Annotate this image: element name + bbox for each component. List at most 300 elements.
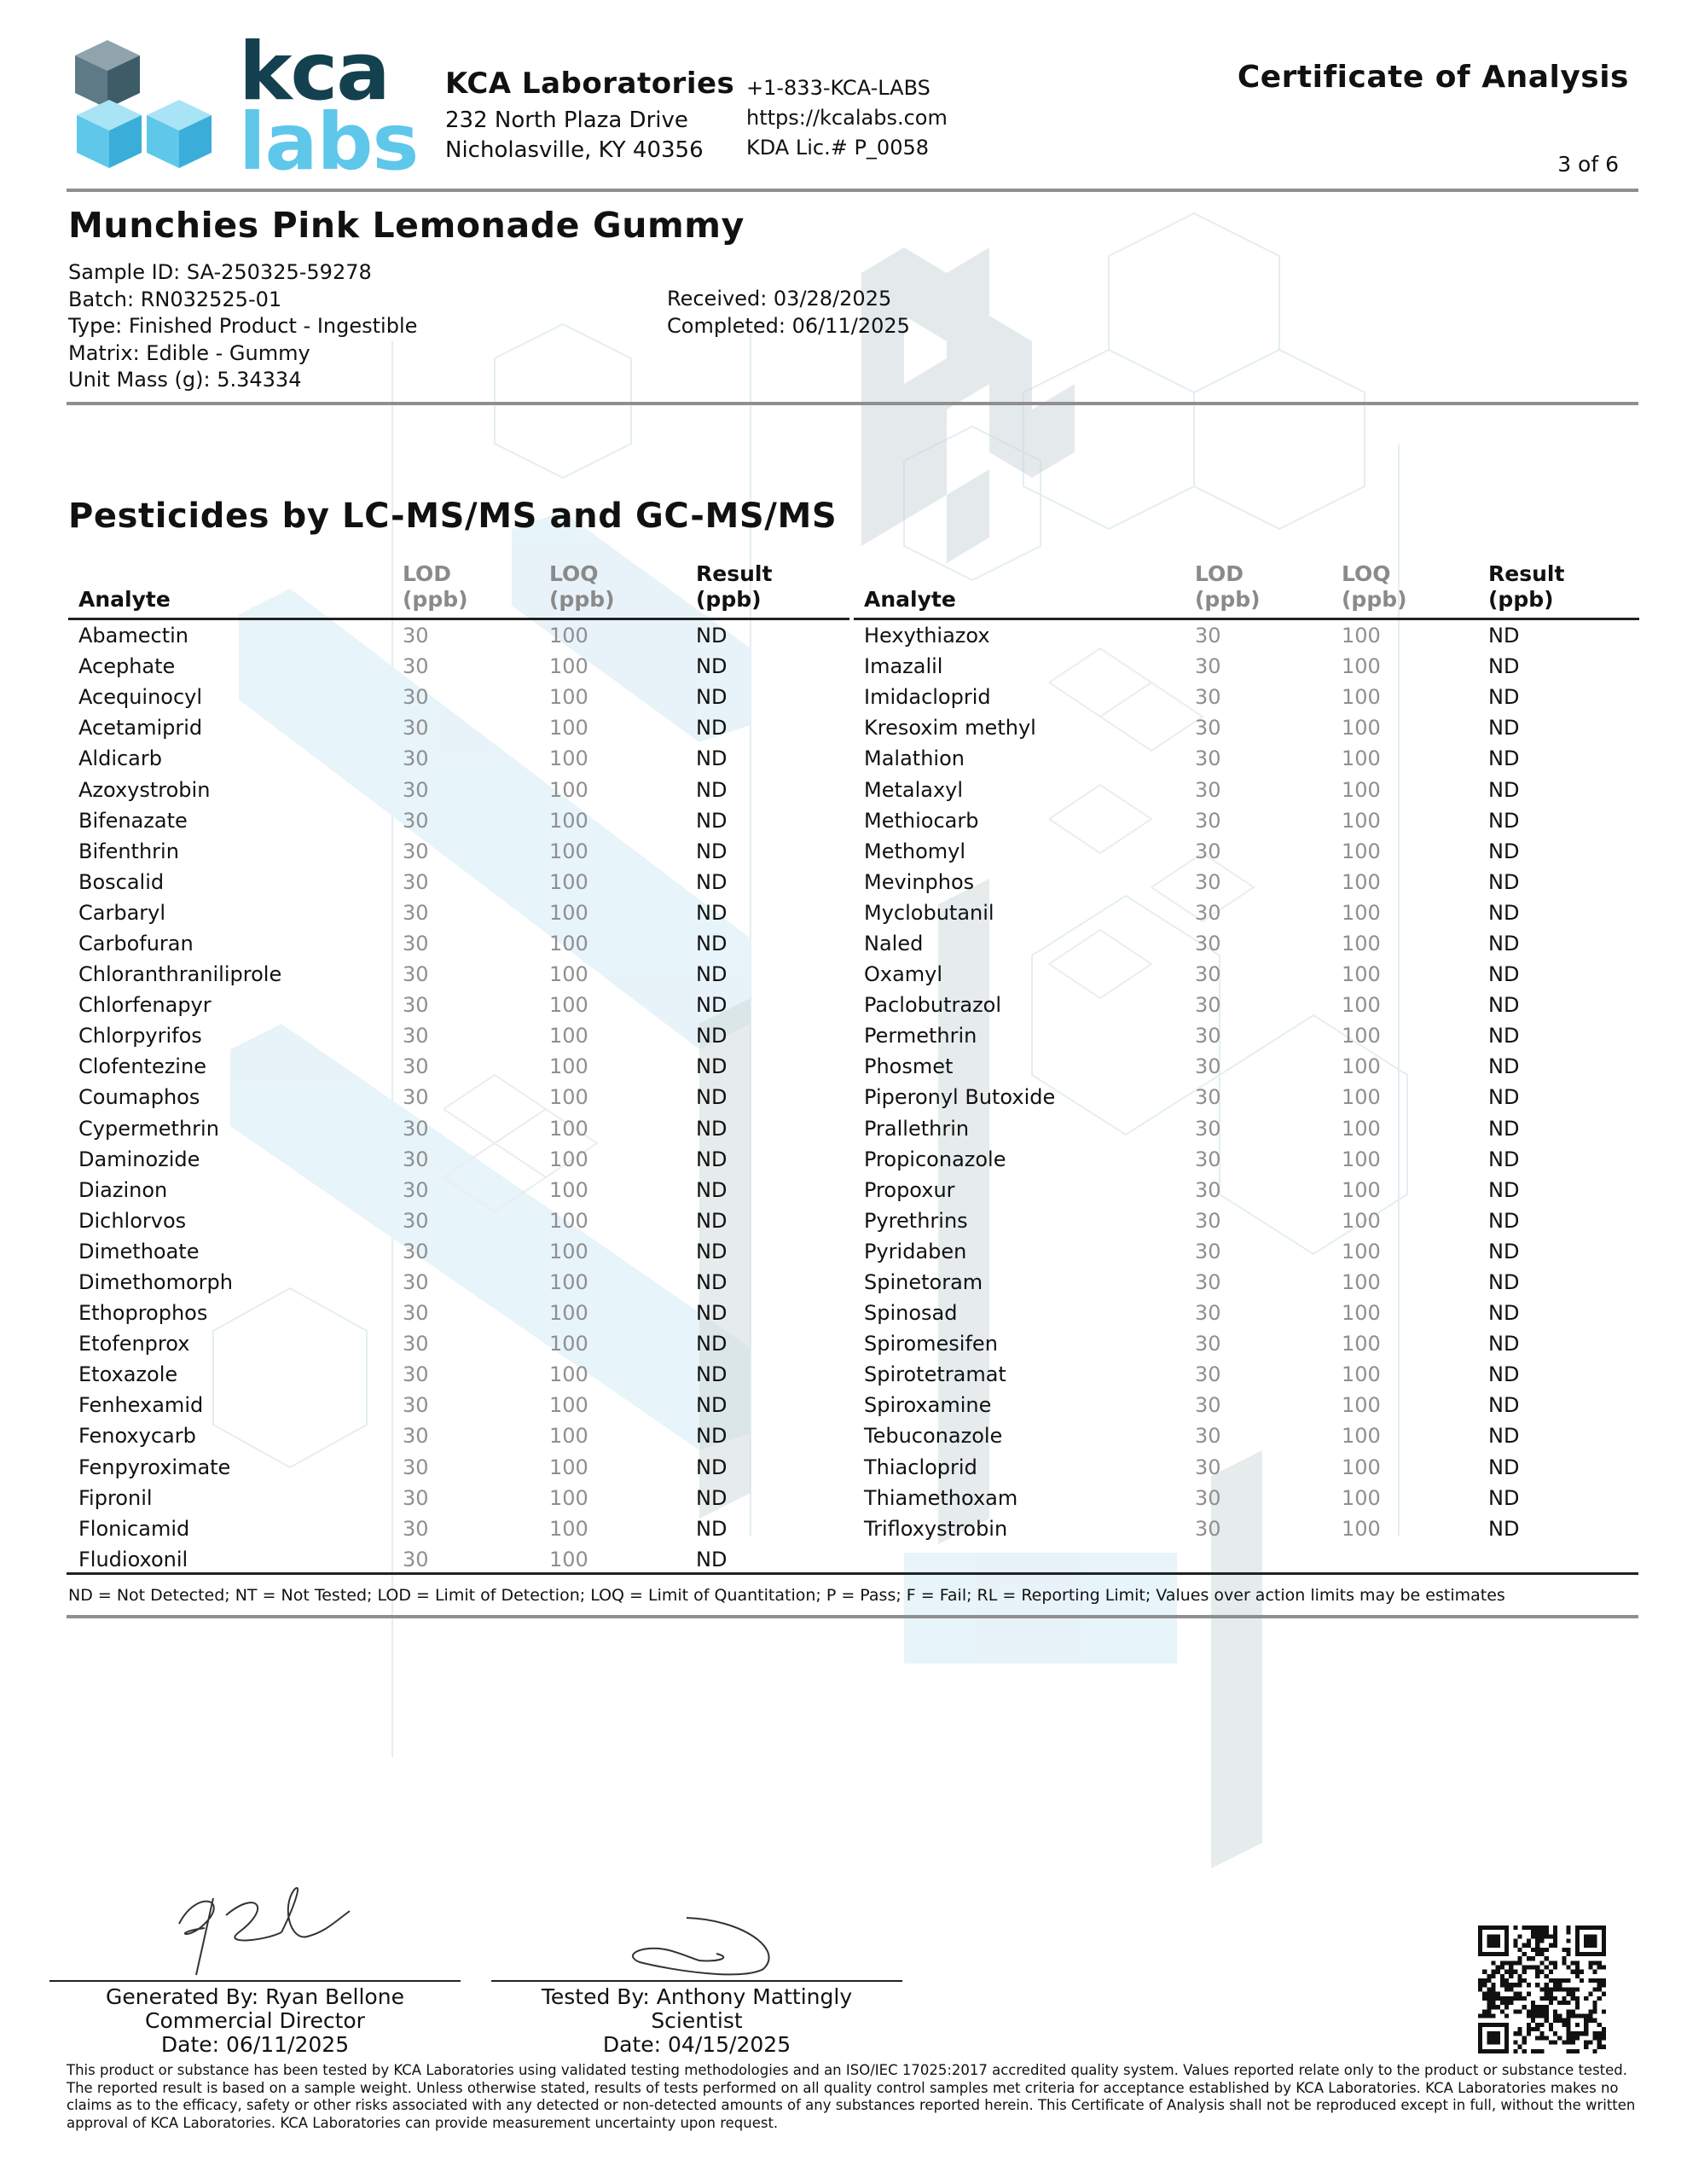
lab-contact <box>746 73 948 163</box>
loq-cell: 100 <box>1342 993 1381 1018</box>
loq-cell: 100 <box>1342 1516 1381 1541</box>
loq-cell: 100 <box>1342 1116 1381 1141</box>
loq-cell: 100 <box>549 1239 588 1263</box>
analyte-cell: Spirotetramat <box>864 1362 1006 1387</box>
unit-mass: Unit Mass (g): 5.34334 <box>68 368 302 392</box>
table-row <box>68 1205 849 1236</box>
lod-cell: 30 <box>1195 931 1221 956</box>
analyte-cell: Imazalil <box>864 654 943 679</box>
table-row <box>68 897 849 928</box>
lod-cell: 30 <box>403 1332 429 1356</box>
analyte-cell: Chloranthraniliprole <box>78 962 282 987</box>
analyte-cell: Coumaphos <box>78 1085 200 1110</box>
lod-header-label: LOD <box>403 561 452 586</box>
result-cell: ND <box>696 1239 728 1263</box>
loq-cell: 100 <box>1342 1362 1381 1387</box>
loq-cell: 100 <box>549 1485 588 1510</box>
result-cell: ND <box>1488 1239 1520 1263</box>
lab-name: KCA Laboratories <box>445 67 735 101</box>
loq-cell: 100 <box>1342 931 1381 956</box>
analyte-cell: Pyridaben <box>864 1239 967 1263</box>
column-header-result <box>1488 561 1639 619</box>
table-row <box>68 1113 849 1144</box>
sample-id: Sample ID: SA-250325-59278 <box>68 260 372 284</box>
loq-cell: 100 <box>549 1424 588 1449</box>
loq-cell: 100 <box>549 716 588 741</box>
lod-cell: 30 <box>1195 1147 1221 1171</box>
table-row <box>68 1513 849 1544</box>
result-cell: ND <box>696 1516 728 1541</box>
lod-cell: 30 <box>1195 1424 1221 1449</box>
analyte-cell: Boscalid <box>78 869 165 894</box>
loq-cell: 100 <box>1342 746 1381 771</box>
column-header-lod <box>403 561 549 619</box>
document-title: Certificate of Analysis <box>1237 60 1629 95</box>
lod-cell: 30 <box>1195 1332 1221 1356</box>
table-row <box>854 805 1639 836</box>
lod-cell: 30 <box>1195 962 1221 987</box>
tested-date: Date: 04/15/2025 <box>602 2032 791 2057</box>
loq-cell: 100 <box>1342 900 1381 925</box>
lod-cell: 30 <box>1195 1054 1221 1079</box>
completed-date: Completed: 06/11/2025 <box>667 313 910 338</box>
lod-cell: 30 <box>403 1301 429 1326</box>
table-row <box>68 1420 849 1451</box>
result-cell: ND <box>696 900 728 925</box>
loq-cell: 100 <box>549 1301 588 1326</box>
result-cell: ND <box>1488 1085 1520 1110</box>
result-cell: ND <box>696 1547 728 1571</box>
analyte-cell: Clofentezine <box>78 1054 206 1079</box>
loq-cell: 100 <box>549 1270 588 1295</box>
lod-unit-label: (ppb) <box>403 587 468 612</box>
result-cell: ND <box>696 746 728 771</box>
table-row <box>854 682 1639 712</box>
result-cell: ND <box>696 1147 728 1171</box>
result-cell: ND <box>1488 777 1520 802</box>
lod-cell: 30 <box>403 900 429 925</box>
loq-cell: 100 <box>1342 962 1381 987</box>
loq-cell: 100 <box>549 654 588 679</box>
analyte-cell: Chlorpyrifos <box>78 1024 202 1048</box>
analyte-cell: Carbofuran <box>78 931 194 956</box>
result-header-label: Result <box>696 561 773 586</box>
analyte-cell: Ethoprophos <box>78 1301 208 1326</box>
analyte-cell: Tebuconazole <box>864 1424 1003 1449</box>
result-cell: ND <box>696 1177 728 1202</box>
loq-cell: 100 <box>549 1177 588 1202</box>
result-cell: ND <box>1488 1177 1520 1202</box>
analyte-cell: Fenhexamid <box>78 1393 204 1418</box>
result-cell: ND <box>1488 1485 1520 1510</box>
abbreviation-legend: ND = Not Detected; NT = Not Tested; LOD = Limit of Detection; LOQ = Limit of Quantitation; P = Pass; F = Fail; RL = Reporting Limit; Values over action limits may be estimates <box>68 1586 1505 1605</box>
result-cell: ND <box>696 1024 728 1048</box>
loq-cell: 100 <box>1342 1455 1381 1479</box>
loq-cell: 100 <box>549 624 588 648</box>
analyte-cell: Trifloxystrobin <box>864 1516 1008 1541</box>
result-cell: ND <box>696 869 728 894</box>
lod-cell: 30 <box>1195 716 1221 741</box>
loq-cell: 100 <box>1342 808 1381 833</box>
lod-cell: 30 <box>403 1424 429 1449</box>
product-name: Munchies Pink Lemonade Gummy <box>68 205 745 246</box>
table-row <box>68 867 849 897</box>
lod-cell: 30 <box>1195 869 1221 894</box>
result-cell: ND <box>696 716 728 741</box>
analyte-cell: Spiromesifen <box>864 1332 998 1356</box>
lod-cell: 30 <box>1195 1393 1221 1418</box>
loq-cell: 100 <box>549 1332 588 1356</box>
table-row <box>68 959 849 990</box>
table-row <box>854 1082 1639 1112</box>
lod-cell: 30 <box>403 1208 429 1233</box>
table-header-row <box>68 561 849 619</box>
table-row <box>854 897 1639 928</box>
loq-cell: 100 <box>1342 1024 1381 1048</box>
result-cell: ND <box>1488 1393 1520 1418</box>
analyte-cell: Piperonyl Butoxide <box>864 1085 1056 1110</box>
column-header-lod <box>1195 561 1342 619</box>
analyte-cell: Permethrin <box>864 1024 977 1048</box>
analyte-cell: Methiocarb <box>864 808 979 833</box>
table-row <box>68 651 849 682</box>
lod-cell: 30 <box>1195 808 1221 833</box>
lod-cell: 30 <box>403 1116 429 1141</box>
table-row <box>854 651 1639 682</box>
lod-cell: 30 <box>1195 1485 1221 1510</box>
loq-cell: 100 <box>549 1054 588 1079</box>
result-cell: ND <box>1488 839 1520 863</box>
result-cell: ND <box>1488 900 1520 925</box>
loq-cell: 100 <box>549 839 588 863</box>
result-cell: ND <box>1488 1270 1520 1295</box>
lod-cell: 30 <box>1195 1024 1221 1048</box>
loq-cell: 100 <box>549 1208 588 1233</box>
lod-cell: 30 <box>403 839 429 863</box>
result-cell: ND <box>696 1393 728 1418</box>
analyte-cell: Malathion <box>864 746 965 771</box>
table-row <box>854 990 1639 1020</box>
loq-cell: 100 <box>1342 1085 1381 1110</box>
analyte-cell: Phosmet <box>864 1054 954 1079</box>
result-cell: ND <box>696 1362 728 1387</box>
analyte-cell: Prallethrin <box>864 1116 970 1141</box>
address-line-1: 232 North Plaza Drive <box>445 107 688 133</box>
analyte-cell: Aldicarb <box>78 746 162 771</box>
loq-cell: 100 <box>549 1547 588 1571</box>
result-cell: ND <box>1488 1332 1520 1356</box>
lod-cell: 30 <box>1195 1516 1221 1541</box>
result-cell: ND <box>1488 685 1520 710</box>
kca-logo <box>43 26 419 188</box>
result-cell: ND <box>1488 962 1520 987</box>
analyte-cell: Pyrethrins <box>864 1208 968 1233</box>
result-unit-label: (ppb) <box>1488 587 1554 612</box>
table-row <box>854 1390 1639 1420</box>
loq-header-label: LOQ <box>549 561 599 586</box>
result-cell: ND <box>696 1455 728 1479</box>
analyte-cell: Dimethomorph <box>78 1270 233 1295</box>
pesticides-table-left <box>68 561 849 1575</box>
table-row <box>854 1144 1639 1175</box>
analyte-cell: Propiconazole <box>864 1147 1006 1171</box>
loq-cell: 100 <box>549 808 588 833</box>
lod-cell: 30 <box>403 624 429 648</box>
loq-cell: 100 <box>1342 1393 1381 1418</box>
table-row <box>854 1328 1639 1359</box>
result-cell: ND <box>696 654 728 679</box>
result-cell: ND <box>696 685 728 710</box>
analyte-header-label: Analyte <box>864 587 956 612</box>
table-row <box>854 867 1639 897</box>
analyte-cell: Etoxazole <box>78 1362 178 1387</box>
table-row <box>854 1359 1639 1390</box>
column-header-loq <box>549 561 696 619</box>
table-header-row <box>854 561 1639 619</box>
loq-cell: 100 <box>549 1362 588 1387</box>
table-row <box>68 1390 849 1420</box>
table-row <box>854 1113 1639 1144</box>
lod-cell: 30 <box>1195 777 1221 802</box>
table-row <box>854 774 1639 804</box>
table-row <box>68 1175 849 1205</box>
lod-cell: 30 <box>1195 1362 1221 1387</box>
analyte-cell: Mevinphos <box>864 869 975 894</box>
loq-cell: 100 <box>549 900 588 925</box>
table-row <box>68 1144 849 1175</box>
lod-cell: 30 <box>1195 1116 1221 1141</box>
loq-cell: 100 <box>549 869 588 894</box>
result-cell: ND <box>1488 746 1520 771</box>
address-line-2: Nicholasville, KY 40356 <box>445 137 704 163</box>
result-cell: ND <box>696 624 728 648</box>
lod-header-label: LOD <box>1195 561 1244 586</box>
qr-code-icon[interactable] <box>1478 1926 1606 2053</box>
lod-cell: 30 <box>403 993 429 1018</box>
loq-cell: 100 <box>1342 1147 1381 1171</box>
lod-cell: 30 <box>403 1516 429 1541</box>
table-row <box>68 1544 849 1575</box>
analyte-cell: Abamectin <box>78 624 188 648</box>
page-indicator: 3 of 6 <box>1557 152 1619 177</box>
loq-cell: 100 <box>1342 685 1381 710</box>
analyte-cell: Fludioxonil <box>78 1547 188 1571</box>
analyte-cell: Carbaryl <box>78 900 166 925</box>
lod-cell: 30 <box>1195 746 1221 771</box>
table-row <box>68 1298 849 1328</box>
result-cell: ND <box>696 777 728 802</box>
table-row <box>68 1452 849 1483</box>
table-row <box>68 836 849 867</box>
result-cell: ND <box>1488 993 1520 1018</box>
loq-cell: 100 <box>549 931 588 956</box>
table-row <box>854 1175 1639 1205</box>
analyte-cell: Daminozide <box>78 1147 200 1171</box>
table-row <box>854 1298 1639 1328</box>
lab-website-link[interactable]: https://kcalabs.com <box>746 106 948 130</box>
result-cell: ND <box>696 1116 728 1141</box>
section-title: Pesticides by LC-MS/MS and GC-MS/MS <box>68 497 838 536</box>
table-row <box>68 743 849 774</box>
table-row <box>68 805 849 836</box>
lod-cell: 30 <box>403 962 429 987</box>
analyte-cell: Azoxystrobin <box>78 777 211 802</box>
generated-by-block <box>49 1985 461 2057</box>
loq-cell: 100 <box>549 1516 588 1541</box>
analyte-cell: Bifenthrin <box>78 839 179 863</box>
lod-cell: 30 <box>403 1085 429 1110</box>
result-unit-label: (ppb) <box>696 587 762 612</box>
loq-cell: 100 <box>549 1024 588 1048</box>
lod-cell: 30 <box>1195 654 1221 679</box>
result-cell: ND <box>696 931 728 956</box>
table-row <box>68 928 849 959</box>
table-row <box>68 774 849 804</box>
table-row <box>854 1483 1639 1513</box>
analyte-cell: Bifenazate <box>78 808 188 833</box>
analyte-cell: Fipronil <box>78 1485 153 1510</box>
result-cell: ND <box>1488 654 1520 679</box>
table-row <box>68 619 849 652</box>
result-cell: ND <box>696 1485 728 1510</box>
result-cell: ND <box>696 1270 728 1295</box>
table-row <box>68 1483 849 1513</box>
result-cell: ND <box>1488 1024 1520 1048</box>
result-cell: ND <box>1488 1301 1520 1326</box>
table-row <box>854 1205 1639 1236</box>
logo-text-kca: kca <box>239 26 389 119</box>
column-header-analyte <box>68 561 403 619</box>
tested-title: Scientist <box>651 2008 743 2033</box>
result-cell: ND <box>696 1332 728 1356</box>
header-divider <box>67 189 1638 192</box>
analyte-cell: Myclobutanil <box>864 900 994 925</box>
loq-cell: 100 <box>1342 1485 1381 1510</box>
lod-cell: 30 <box>1195 1085 1221 1110</box>
loq-cell: 100 <box>1342 777 1381 802</box>
loq-cell: 100 <box>549 1147 588 1171</box>
signature-line-tested <box>491 1980 902 1982</box>
loq-cell: 100 <box>549 993 588 1018</box>
lab-license: KDA Lic.# P_0058 <box>746 136 929 160</box>
analyte-cell: Thiacloprid <box>864 1455 977 1479</box>
lod-cell: 30 <box>1195 685 1221 710</box>
lod-cell: 30 <box>403 1362 429 1387</box>
loq-cell: 100 <box>549 962 588 987</box>
analyte-cell: Propoxur <box>864 1177 955 1202</box>
loq-cell: 100 <box>1342 1208 1381 1233</box>
table-row <box>854 959 1639 990</box>
table-row <box>68 1051 849 1082</box>
lod-cell: 30 <box>403 1270 429 1295</box>
result-header-label: Result <box>1488 561 1565 586</box>
result-cell: ND <box>1488 931 1520 956</box>
analyte-cell: Naled <box>864 931 924 956</box>
lab-address <box>445 106 704 166</box>
loq-cell: 100 <box>549 1085 588 1110</box>
table-row <box>854 1051 1639 1082</box>
analyte-cell: Dichlorvos <box>78 1208 187 1233</box>
analyte-cell: Metalaxyl <box>864 777 964 802</box>
result-cell: ND <box>1488 716 1520 741</box>
result-cell: ND <box>1488 808 1520 833</box>
result-cell: ND <box>696 1301 728 1326</box>
table-bottom-rule <box>67 1572 1638 1575</box>
lod-cell: 30 <box>403 869 429 894</box>
analyte-cell: Kresoxim methyl <box>864 716 1036 741</box>
loq-cell: 100 <box>1342 839 1381 863</box>
table-row <box>854 1267 1639 1298</box>
result-cell: ND <box>696 1054 728 1079</box>
table-row <box>854 1236 1639 1267</box>
loq-cell: 100 <box>1342 1270 1381 1295</box>
result-cell: ND <box>1488 1116 1520 1141</box>
analyte-cell: Acetamiprid <box>78 716 203 741</box>
tested-by: Tested By: Anthony Mattingly <box>541 1984 853 2009</box>
matrix: Matrix: Edible - Gummy <box>68 340 310 365</box>
analyte-cell: Fenoxycarb <box>78 1424 196 1449</box>
signature-ryan-bellone <box>154 1873 358 1979</box>
table-row <box>68 712 849 743</box>
pesticides-table-right <box>854 561 1639 1544</box>
lod-cell: 30 <box>1195 1455 1221 1479</box>
lod-cell: 30 <box>403 931 429 956</box>
signature-line-generated <box>49 1980 461 1982</box>
lod-cell: 30 <box>403 1177 429 1202</box>
analyte-cell: Methomyl <box>864 839 966 863</box>
analyte-cell: Flonicamid <box>78 1516 190 1541</box>
logo-text-labs: labs <box>239 96 419 188</box>
result-cell: ND <box>1488 1054 1520 1079</box>
sample-dates <box>667 286 910 340</box>
lod-cell: 30 <box>1195 1208 1221 1233</box>
product-type: Type: Finished Product - Ingestible <box>68 314 418 338</box>
lod-cell: 30 <box>1195 1239 1221 1263</box>
table-row <box>854 836 1639 867</box>
lod-cell: 30 <box>403 1393 429 1418</box>
lod-cell: 30 <box>1195 1270 1221 1295</box>
analyte-cell: Spinetoram <box>864 1270 983 1295</box>
lod-cell: 30 <box>403 746 429 771</box>
table-row <box>854 1420 1639 1451</box>
result-cell: ND <box>1488 1516 1520 1541</box>
lod-cell: 30 <box>403 1024 429 1048</box>
lod-cell: 30 <box>1195 839 1221 863</box>
logo-cubes-icon <box>43 38 222 183</box>
lod-cell: 30 <box>403 1547 429 1571</box>
table-row <box>854 1452 1639 1483</box>
table-row <box>68 1267 849 1298</box>
analyte-cell: Spinosad <box>864 1301 958 1326</box>
signature-anthony-mattingly <box>614 1911 785 1984</box>
analyte-cell: Hexythiazox <box>864 624 990 648</box>
lod-cell: 30 <box>403 808 429 833</box>
loq-cell: 100 <box>1342 1239 1381 1263</box>
analyte-cell: Spiroxamine <box>864 1393 992 1418</box>
loq-cell: 100 <box>1342 1332 1381 1356</box>
loq-cell: 100 <box>549 1393 588 1418</box>
loq-cell: 100 <box>549 1455 588 1479</box>
analyte-cell: Imidacloprid <box>864 685 991 710</box>
result-cell: ND <box>696 1208 728 1233</box>
table-row <box>854 1020 1639 1051</box>
table-row <box>68 1328 849 1359</box>
analyte-cell: Etofenprox <box>78 1332 190 1356</box>
table-row <box>68 990 849 1020</box>
loq-cell: 100 <box>1342 1054 1381 1079</box>
lod-cell: 30 <box>403 1485 429 1510</box>
table-row <box>68 1359 849 1390</box>
